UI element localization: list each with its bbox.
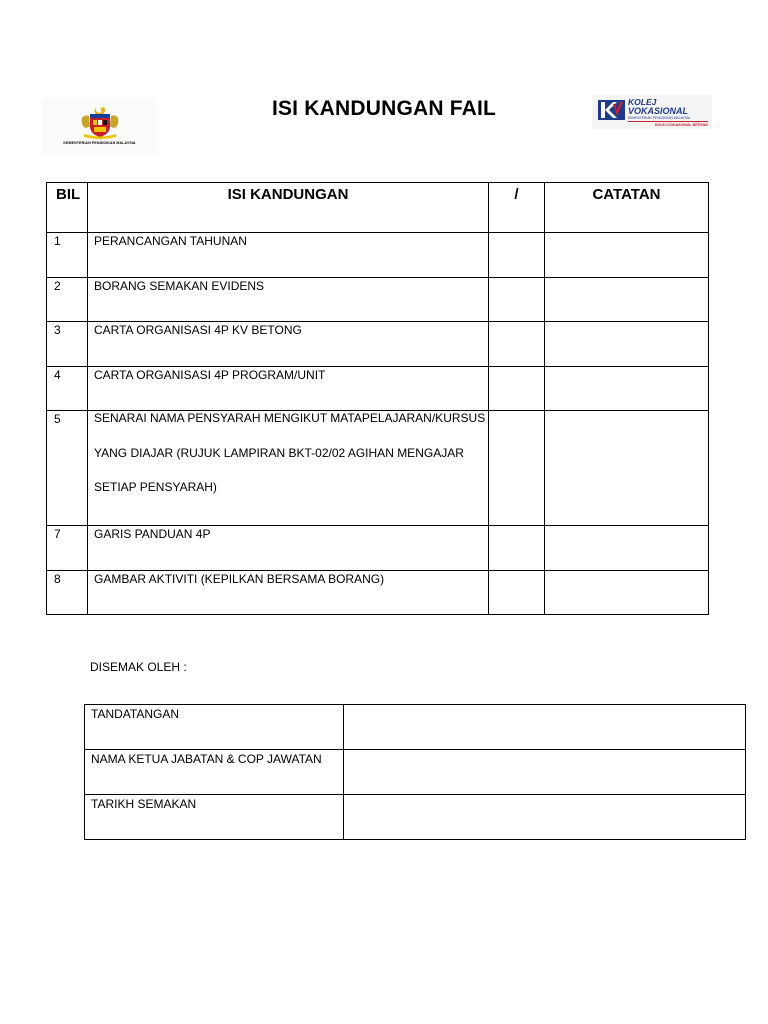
ministry-caption: KEMENTERIAN PENDIDIKAN MALAYSIA [63,141,136,145]
signoff-label: NAMA KETUA JABATAN & COP JAWATAN [85,750,344,795]
row-item: GARIS PANDUAN 4P [88,526,489,571]
head-name-field[interactable] [344,750,746,795]
checked-by-label: DISEMAK OLEH : [90,660,187,674]
check-cell[interactable] [489,278,545,322]
signoff-label: TARIKH SEMAKAN [85,795,344,840]
isi-kandungan-header: ISI KANDUNGAN [88,183,489,233]
check-cell[interactable] [489,571,545,615]
check-date-field[interactable] [344,795,746,840]
table-row [47,233,709,278]
row-item: PERANCANGAN TAHUNAN [88,233,489,278]
row-item [88,411,489,526]
kv-logo-icon [598,100,625,120]
row-item: CARTA ORGANISASI 4P PROGRAM/UNIT [88,367,489,411]
row-item-line: SETIAP PENSYARAH) [94,480,217,494]
check-cell[interactable] [489,411,545,526]
table-row [47,526,709,571]
catatan-cell[interactable] [545,526,709,571]
bil-header: BIL [47,183,88,233]
check-header: / [489,183,545,233]
row-number: 2 [47,278,88,322]
row-item: BORANG SEMAKAN EVIDENS [88,278,489,322]
table-row [47,322,709,367]
row-item-line: SENARAI NAMA PENSYARAH MENGIKUT MATAPELAJARAN/KURSUS [94,411,486,425]
signoff-row [85,750,746,795]
kv-brand-campus: KOLEJ VOKASIONAL BETONG [628,121,708,127]
catatan-header: CATATAN [545,183,709,233]
check-cell[interactable] [489,526,545,571]
signoff-row [85,795,746,840]
table-row [47,278,709,322]
row-item: GAMBAR AKTIVITI (KEPILKAN BERSAMA BORANG) [88,571,489,615]
signoff-table [84,704,746,840]
row-item: CARTA ORGANISASI 4P KV BETONG [88,322,489,367]
kv-brand-line2: VOKASIONAL [628,106,689,116]
kv-brand-line1: KOLEJ [628,97,657,107]
catatan-cell[interactable] [545,278,709,322]
kv-logo [592,95,712,129]
catatan-cell[interactable] [545,233,709,278]
row-number: 5 [47,411,88,526]
signature-field[interactable] [344,705,746,750]
contents-table [46,182,709,615]
table-row [47,411,709,526]
check-cell[interactable] [489,233,545,278]
row-number: 3 [47,322,88,367]
table-row [47,571,709,615]
row-number: 1 [47,233,88,278]
row-item-line: YANG DIAJAR (RUJUK LAMPIRAN BKT-02/02 AGIHAN MENGAJAR [94,445,464,460]
contents-header-row [47,183,709,233]
check-cell[interactable] [489,322,545,367]
signoff-row [85,705,746,750]
signoff-label: TANDATANGAN [85,705,344,750]
row-number: 4 [47,367,88,411]
check-cell[interactable] [489,367,545,411]
row-number: 7 [47,526,88,571]
row-number: 8 [47,571,88,615]
catatan-cell[interactable] [545,322,709,367]
page-title-text: ISI KANDUNGAN FAIL [271,97,497,120]
catatan-cell[interactable] [545,411,709,526]
kv-brand-subtitle: KEMENTERIAN PENDIDIKAN MALAYSIA [628,116,691,120]
catatan-cell[interactable] [545,571,709,615]
catatan-cell[interactable] [545,367,709,411]
